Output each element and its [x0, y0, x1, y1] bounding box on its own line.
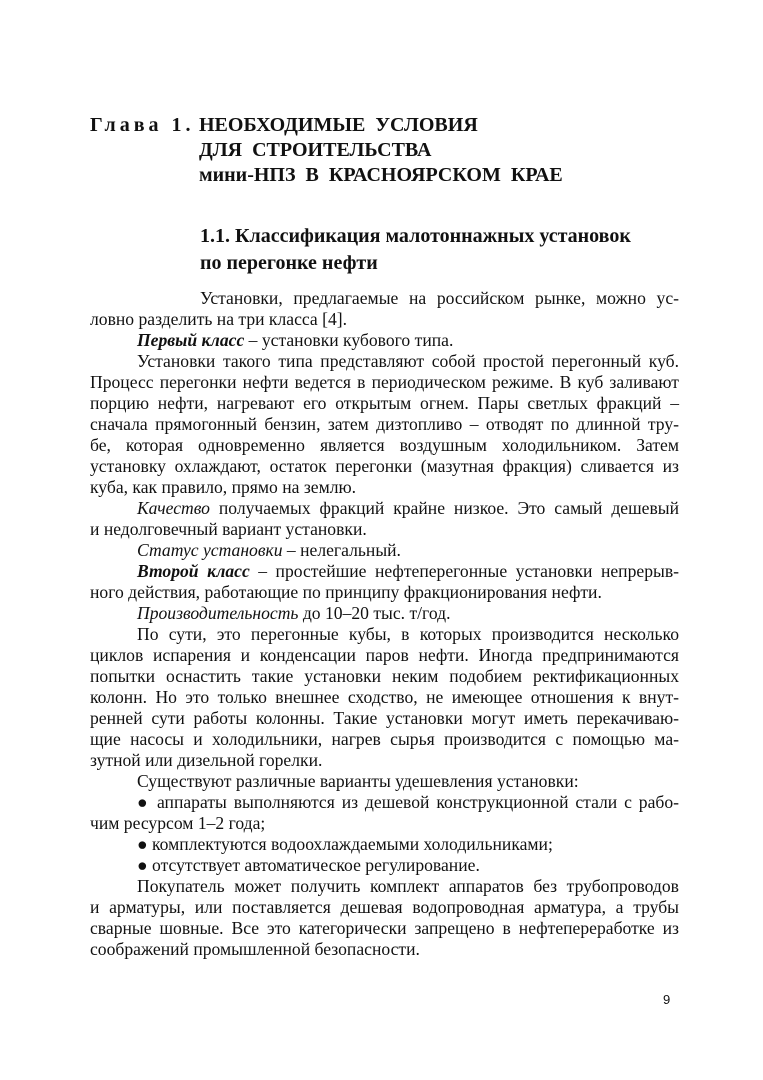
text-line	[137, 876, 679, 897]
text-line	[137, 561, 679, 582]
text-line	[90, 939, 679, 960]
text-line	[90, 708, 679, 729]
line-text: ● отсутствует автоматическое регулирование.	[137, 855, 480, 875]
section-title-line: по перегонке нефти	[200, 252, 378, 274]
line-text: соображений промышленной безопасности.	[90, 939, 420, 959]
text-line	[90, 435, 679, 456]
text-line	[137, 498, 679, 519]
chapter-title-line: мини-НПЗ В КРАСНОЯРСКОМ КРАЕ	[199, 164, 563, 186]
emphasized-term: Качество	[137, 498, 210, 518]
section-title-line: 1.1. Классификация малотоннажных установок	[200, 225, 631, 247]
text-line	[90, 729, 679, 750]
line-text: зутной или дизельной горелки.	[90, 750, 323, 770]
line-text: – нелегальный.	[282, 540, 401, 560]
line-text: и недолговечный вариант установки.	[90, 519, 367, 539]
text-line	[90, 918, 679, 939]
text-line	[137, 540, 679, 561]
line-text: получаемых фракций крайне низкое. Это самый дешевый	[209, 498, 679, 518]
text-line	[137, 330, 679, 351]
chapter-title-line: НЕОБХОДИМЫЕ УСЛОВИЯ	[199, 114, 478, 136]
line-text: Покупатель может получить комплект аппаратов без трубопроводов	[137, 876, 679, 896]
text-line	[137, 855, 679, 876]
line-text: до 10–20 тыс. т/год.	[298, 603, 451, 623]
emphasized-term: Первый класс	[137, 330, 245, 350]
text-line	[137, 771, 679, 792]
text-line	[90, 456, 679, 477]
page-number: 9	[663, 992, 671, 1007]
line-text: Существуют различные варианты удешевления установки:	[137, 771, 579, 791]
text-line	[90, 645, 679, 666]
line-text: Процесс перегонки нефти ведется в периодическом режиме. В куб заливают	[90, 372, 679, 392]
text-line	[90, 393, 679, 414]
line-text: ного действия, работающие по принципу фракционирования нефти.	[90, 582, 602, 602]
line-text: Установки, предлагаемые на российском рынке, можно ус-	[200, 288, 679, 308]
emphasized-term: Производительность	[137, 603, 299, 623]
chapter-title-line: ДЛЯ СТРОИТЕЛЬСТВА	[199, 139, 432, 161]
line-text: чим ресурсом 1–2 года;	[90, 813, 266, 833]
line-text: и арматуры, или поставляется дешевая водопроводная арматура, а трубы	[90, 897, 679, 917]
line-text: Установки такого типа представляют собой простой перегонный куб.	[137, 351, 679, 371]
text-line	[200, 288, 679, 309]
line-text: ● комплектуются водоохлаждаемыми холодильниками;	[137, 834, 553, 854]
text-line	[90, 582, 679, 603]
text-line	[90, 813, 679, 834]
line-text: ловно разделить на три класса [4].	[90, 309, 348, 329]
text-line	[90, 519, 679, 540]
emphasized-term: Статус установки	[137, 540, 283, 560]
line-text: куба, как правило, прямо на землю.	[90, 477, 357, 497]
text-line	[90, 414, 679, 435]
text-line	[90, 666, 679, 687]
text-line	[137, 351, 679, 372]
line-text: сварные шовные. Все это категорически запрещено в нефтепереработке из	[90, 918, 679, 938]
line-text: – простейшие нефтеперегонные установки непрерыв-	[249, 561, 679, 581]
line-text: попытки оснастить такие установки неким подобием ректификационных	[90, 666, 679, 686]
line-text: колонн. Но это только внешнее сходство, не имеющее отношения к внут-	[90, 687, 679, 707]
line-text: порцию нефти, нагревают его открытым огнем. Пары светлых фракций –	[90, 393, 679, 413]
line-text: циклов испарения и конденсации паров нефти. Иногда предпринимаются	[90, 645, 679, 665]
text-line	[90, 372, 679, 393]
line-text: щие насосы и холодильники, нагрев сырья производится с помощью ма-	[90, 729, 679, 749]
text-line	[137, 603, 679, 624]
text-line	[90, 309, 679, 330]
text-line	[137, 834, 679, 855]
text-line	[90, 477, 679, 498]
line-text: ренней сути работы колонны. Такие установки могут иметь перекачиваю-	[90, 708, 679, 728]
line-text: – установки кубового типа.	[244, 330, 454, 350]
text-line	[137, 624, 679, 645]
line-text: По сути, это перегонные кубы, в которых производится несколько	[137, 624, 679, 644]
emphasized-term: Второй класс	[137, 561, 250, 581]
text-line	[90, 687, 679, 708]
text-line	[90, 750, 679, 771]
line-text: сначала прямогонный бензин, затем дизтопливо – отводят по длинной тру-	[90, 414, 679, 434]
line-text: установку охлаждают, остаток перегонки (мазутная фракция) сливается из	[90, 456, 679, 476]
text-line	[90, 897, 679, 918]
line-text: бе, которая одновременно является воздушным холодильником. Затем	[90, 435, 679, 455]
line-text: ● аппараты выполняются из дешевой конструкционной стали с рабо-	[137, 792, 679, 812]
text-line	[137, 792, 679, 813]
chapter-label: Глава 1.	[90, 114, 195, 136]
